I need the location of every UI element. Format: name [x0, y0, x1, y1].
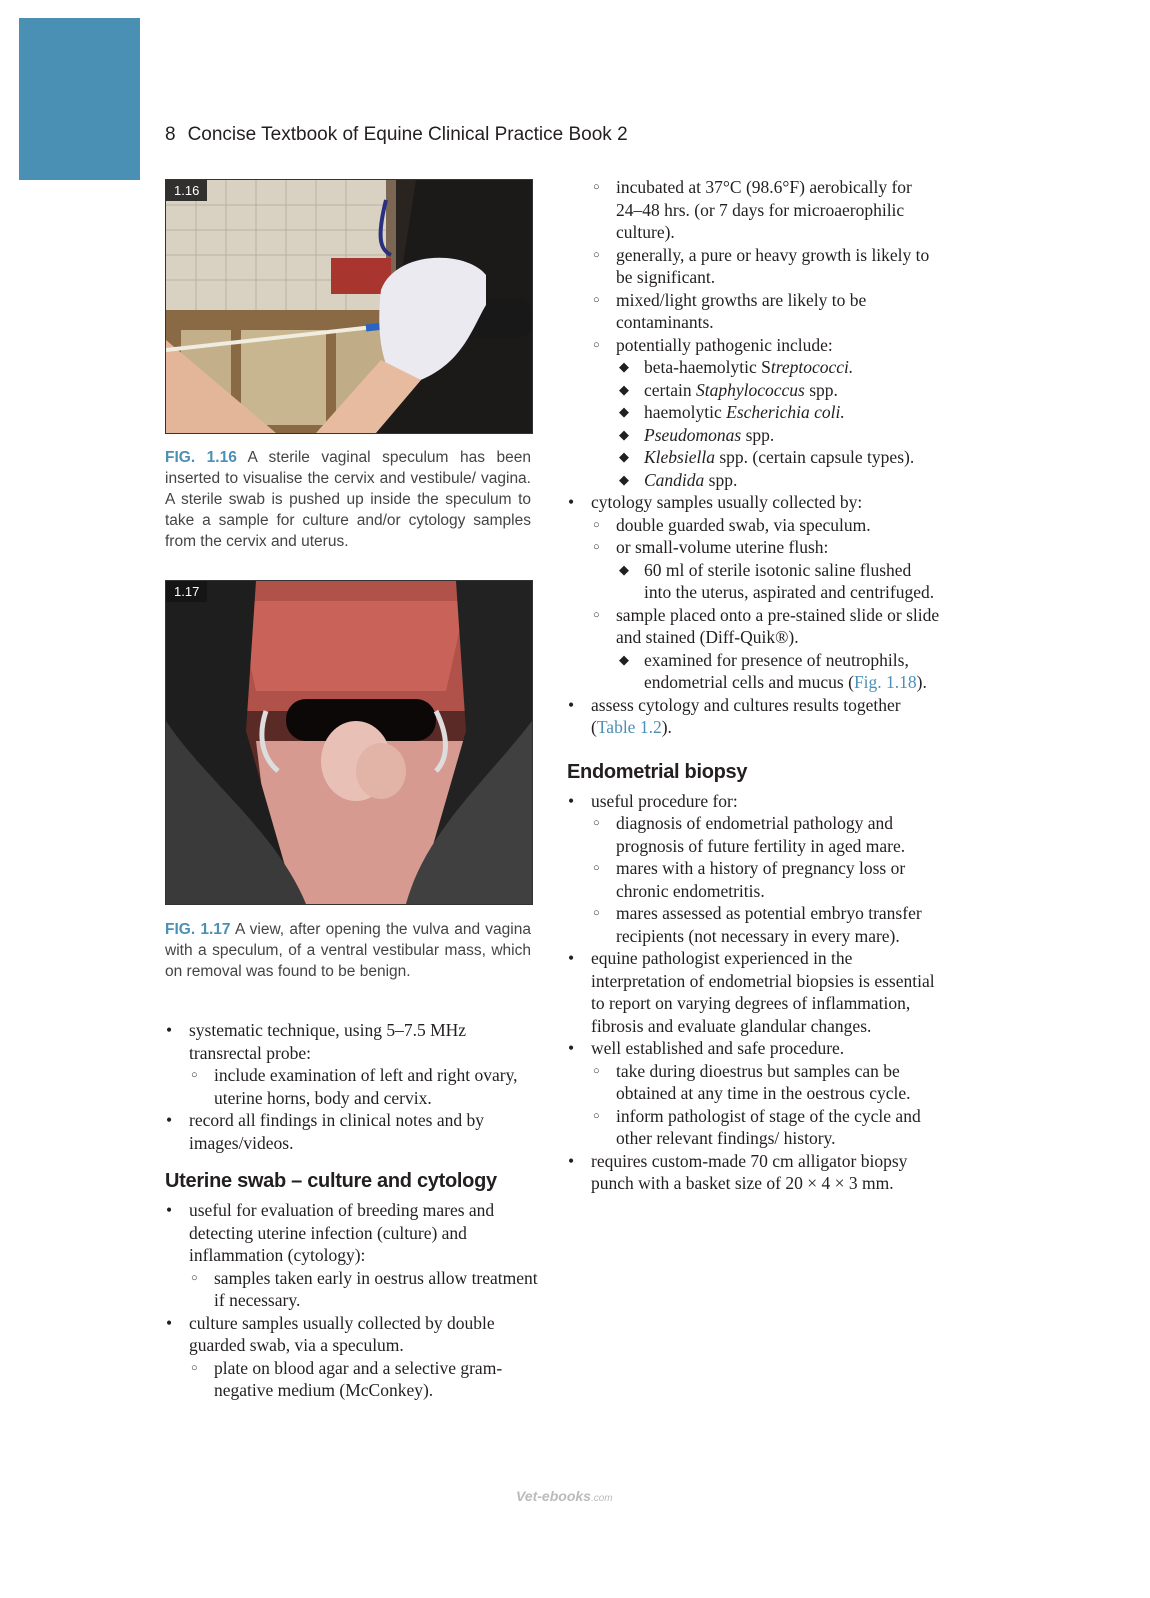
cytology-list: [567, 491, 942, 739]
right-column-text: [567, 176, 942, 1195]
list-item: • requires custom-made 70 cm alligator biopsy punch with a basket size of 20 × 4 × 3 mm.: [567, 1150, 942, 1195]
list-item: ○ mares assessed as potential embryo transfer recipients (not necessary in every mare).: [591, 902, 942, 947]
running-header: [165, 124, 628, 146]
chapter-color-tab: [19, 18, 140, 180]
list-item: • equine pathologist experienced in the interpretation of endometrial biopsies is essential to report on varying degrees of inflammation, fibrosis and evaluate glandular changes.: [567, 947, 942, 1037]
list-item: • well established and safe procedure. ○ take during dioestrus but samples can be obtained at any time in the oestrous cycle. ○ inform pathologist of stage of the cycle and other relevant findings/ history.: [567, 1037, 942, 1150]
figure-1-16-photo: [165, 179, 533, 434]
pathogen-list: [616, 356, 942, 491]
figure-1-16-caption: [165, 447, 531, 552]
book-title: Concise Textbook of Equine Clinical Practice Book 2: [187, 124, 628, 145]
list-item: ○ mares with a history of pregnancy loss or chronic endometritis.: [591, 857, 942, 902]
figure-1-18-link[interactable]: Fig. 1.18: [853, 672, 917, 692]
list-item: ◆ Klebsiella spp. (certain capsule types).: [616, 446, 942, 469]
list-item: ○ diagnosis of endometrial pathology and prognosis of future fertility in aged mare.: [591, 812, 942, 857]
caption-text: A view, after opening the vulva and vagina with a speculum, of a ventral vestibular mass, which on removal was found to be benign.: [165, 921, 531, 980]
page-number: 8: [165, 124, 176, 145]
list-item: ○ double guarded swab, via speculum.: [591, 514, 942, 537]
list-item: ◆ Pseudomonas spp.: [616, 424, 942, 447]
list-item: • useful procedure for: ○ diagnosis of endometrial pathology and prognosis of future fertility in aged mare. ○ mares with a history of pregnancy loss or chronic endometritis. ○ mares assessed as potential embryo transfer recipients (not necessary in every mare).: [567, 790, 942, 948]
endometrial-biopsy-list: [567, 790, 942, 1195]
figure-label: FIG. 1.16: [165, 449, 237, 466]
list-item: ○ mixed/light growths are likely to be contaminants.: [591, 289, 942, 334]
list-item: ◆ haemolytic Escherichia coli.: [616, 401, 942, 424]
list-item: ○ potentially pathogenic include: ◆ beta-haemolytic Streptococci. ◆ certain Staphylococcus spp. ◆ haemolytic Escherichia coli. ◆ Pseudomonas spp. ◆ Klebsiella spp. (certain capsule types). ◆ Candida spp.: [591, 334, 942, 492]
list-item: ○ sample placed onto a pre-stained slide or slide and stained (Diff-Quik®). ◆ examined for presence of neutrophils, endometrial cells and mucus (Fig. 1.18).: [591, 604, 942, 694]
left-column-text: [165, 1019, 540, 1402]
vestibular-mass-photo-illustration: [166, 581, 532, 904]
list-item: • systematic technique, using 5–7.5 MHz transrectal probe: ○ include examination of left and right ovary, uterine horns, body and cervix.: [165, 1019, 540, 1109]
figure-1-17-caption: [165, 919, 531, 982]
caption-text: A sterile vaginal speculum has been inserted to visualise the cervix and vestibule/ vagina. A sterile swab is pushed up inside the speculum to take a sample for culture and/or cytology samples from the cervix and uterus.: [165, 449, 531, 550]
list-item: ○ inform pathologist of stage of the cycle and other relevant findings/ history.: [591, 1105, 942, 1150]
section-heading-endometrial-biopsy: Endometrial biopsy: [567, 760, 748, 783]
list-item: • record all findings in clinical notes and by images/videos.: [165, 1109, 540, 1154]
list-item: • assess cytology and cultures results together (Table 1.2).: [567, 694, 942, 739]
list-item: ○ take during dioestrus but samples can be obtained at any time in the oestrous cycle.: [591, 1060, 942, 1105]
figure-label: FIG. 1.17: [165, 921, 231, 938]
uterine-swab-list: [165, 1199, 540, 1402]
list-item: ◆ examined for presence of neutrophils, endometrial cells and mucus (Fig. 1.18).: [616, 649, 942, 694]
list-item: ○ samples taken early in oestrus allow treatment if necessary.: [189, 1267, 540, 1312]
list-item: ◆ Candida spp.: [616, 469, 942, 492]
culture-sublist: [591, 176, 942, 491]
list-item: ◆ certain Staphylococcus spp.: [616, 379, 942, 402]
watermark-logo: Vet-ebooks.com: [516, 1488, 613, 1504]
figure-1-17-photo: [165, 580, 533, 905]
list-item: ◆ beta-haemolytic Streptococci.: [616, 356, 942, 379]
speculum-photo-illustration: [166, 180, 532, 433]
list-item: ○ incubated at 37°C (98.6°F) aerobically for 24–48 hrs. (or 7 days for microaerophilic culture).: [591, 176, 942, 244]
list-item: ○ plate on blood agar and a selective gram-negative medium (McConkey).: [189, 1357, 540, 1402]
list-item: ○ generally, a pure or heavy growth is likely to be significant.: [591, 244, 942, 289]
figure-number-badge: 1.17: [166, 581, 207, 602]
figure-number-badge: 1.16: [166, 180, 207, 201]
section-heading-uterine-swab: Uterine swab – culture and cytology: [165, 1170, 497, 1192]
ultrasound-list: [165, 1019, 540, 1154]
list-item: ○ include examination of left and right ovary, uterine horns, body and cervix.: [189, 1064, 540, 1109]
table-1-2-link[interactable]: Table 1.2: [596, 717, 662, 737]
list-item: • cytology samples usually collected by: ○ double guarded swab, via speculum. ○ or small-volume uterine flush: ◆ 60 ml of sterile isotonic saline flushed into the uterus, aspirated and centrifuged. ○ sample placed onto a pre-stained slide or slide and stained (Diff-Quik®). ◆ examined for presence of neutrophils, endometrial cells and mucus (Fig. 1.18).: [567, 491, 942, 694]
list-item: • useful for evaluation of breeding mares and detecting uterine infection (culture) and inflammation (cytology): ○ samples taken early in oestrus allow treatment if necessary.: [165, 1199, 540, 1312]
list-item: ○ or small-volume uterine flush: ◆ 60 ml of sterile isotonic saline flushed into the uterus, aspirated and centrifuged.: [591, 536, 942, 604]
list-item: • culture samples usually collected by double guarded swab, via a speculum. ○ plate on blood agar and a selective gram-negative medium (McConkey).: [165, 1312, 540, 1402]
list-item: ◆ 60 ml of sterile isotonic saline flushed into the uterus, aspirated and centrifuged.: [616, 559, 942, 604]
